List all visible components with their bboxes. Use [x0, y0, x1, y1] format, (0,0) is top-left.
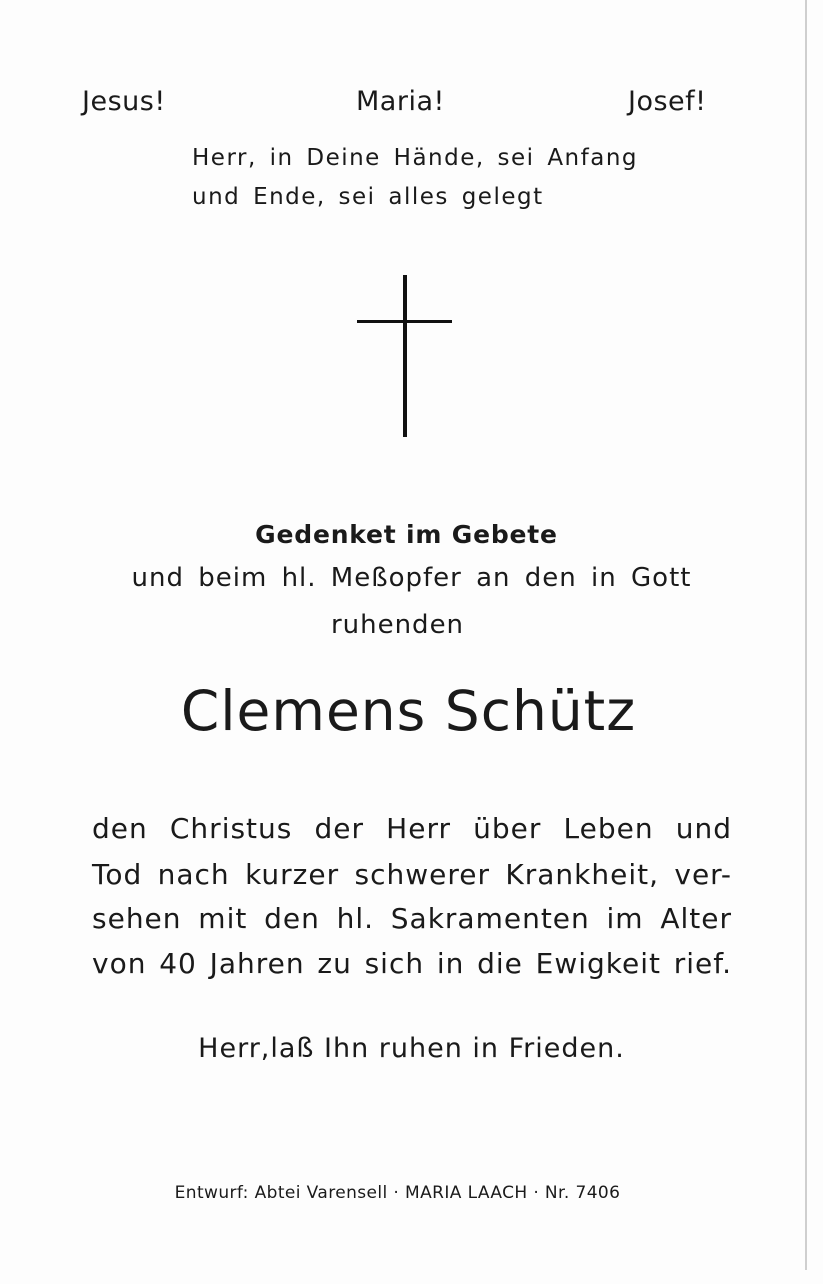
body-line: sehen mit den hl. Sakramenten im Alter	[92, 902, 732, 935]
prayer-heading: Gedenket im Gebete	[255, 520, 558, 549]
invocation-jesus: Jesus!	[82, 86, 166, 117]
intro-line-2: ruhenden	[330, 610, 465, 640]
verse-line-2: und Ende, sei alles gelegt	[192, 184, 544, 210]
invocation-josef: Josef!	[628, 86, 707, 117]
printer-footer: Entwurf: Abtei Varensell · MARIA LAACH · Nr. 7406	[174, 1183, 621, 1203]
verse-line-1: Herr, in Deine Hände, sei Anfang	[192, 145, 638, 171]
body-line: von 40 Jahren zu sich in die Ewigkeit rief.	[92, 947, 732, 980]
cross-horizontal-bar	[357, 320, 452, 323]
deceased-name: Clemens Schütz	[180, 679, 637, 743]
closing-prayer: Herr,laß Ihn ruhen in Frieden.	[198, 1033, 625, 1064]
invocation-maria: Maria!	[356, 86, 445, 117]
cross-vertical-bar	[403, 275, 407, 437]
body-line: Tod nach kurzer schwerer Krankheit, ver-	[92, 858, 732, 891]
body-line: den Christus der Herr über Leben und	[92, 812, 732, 845]
intro-line-1: und beim hl. Meßopfer an den in Gott	[131, 563, 692, 593]
